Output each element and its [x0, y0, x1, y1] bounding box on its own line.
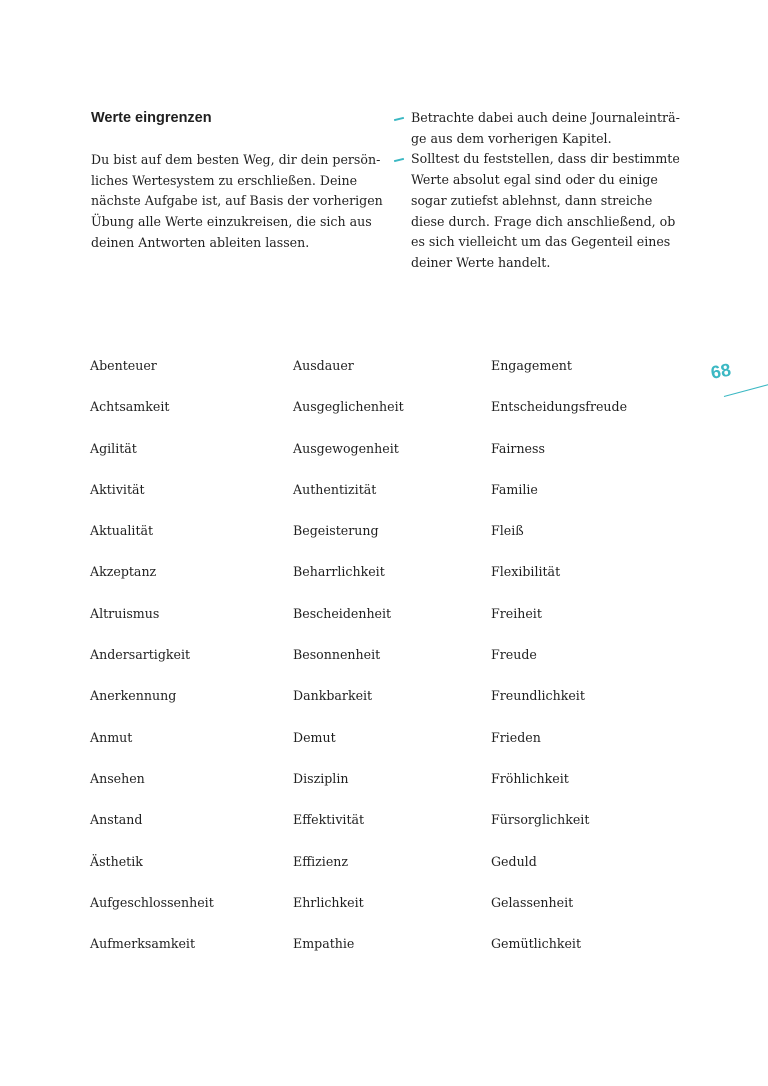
value-item[interactable]: Fairness [491, 440, 545, 456]
value-item[interactable]: Akzeptanz [90, 564, 157, 580]
values-column-2 [293, 356, 404, 975]
intro-line: deinen Antworten ableiten lassen. [91, 234, 310, 250]
instruction-item [394, 108, 694, 149]
value-item[interactable]: Fleiß [491, 523, 524, 539]
intro-paragraph [91, 150, 391, 254]
value-item[interactable]: Fröhlichkeit [491, 770, 569, 786]
instruction-line: Werte absolut egal sind oder du einige [411, 172, 658, 188]
value-item[interactable]: Ausgeglichenheit [293, 399, 404, 415]
value-item[interactable]: Anstand [90, 812, 143, 828]
value-item[interactable]: Dankbarkeit [293, 688, 373, 704]
intro-line: Übung alle Werte einzukreisen, die sich aus [91, 214, 372, 230]
value-item[interactable]: Anmut [90, 729, 133, 745]
value-item[interactable]: Familie [491, 481, 538, 497]
value-item[interactable]: Begeisterung [293, 523, 379, 539]
instruction-line: sogar zutiefst ablehnst, dann streiche [411, 192, 653, 208]
value-item[interactable]: Aufgeschlossenheit [90, 894, 214, 910]
page-number: 68 [709, 359, 733, 383]
value-item[interactable]: Entscheidungsfreude [491, 399, 628, 415]
section-heading: Werte eingrenzen [91, 110, 212, 126]
value-item[interactable]: Aktivität [90, 481, 145, 497]
value-item[interactable]: Besonnenheit [293, 647, 381, 663]
value-item[interactable]: Achtsamkeit [90, 399, 170, 415]
value-item[interactable]: Geduld [491, 853, 537, 869]
value-item[interactable]: Altruismus [90, 605, 160, 621]
dash-bullet-icon [394, 158, 404, 162]
value-item[interactable]: Freiheit [491, 605, 542, 621]
value-item[interactable]: Effizienz [293, 853, 349, 869]
intro-line: Du bist auf dem besten Weg, dir dein persön- [91, 152, 381, 167]
value-item[interactable]: Gemütlichkeit [491, 936, 582, 952]
value-item[interactable]: Empathie [293, 936, 355, 952]
intro-line: liches Wertesystem zu erschließen. Deine [91, 172, 358, 188]
value-item[interactable]: Fürsorglichkeit [491, 812, 590, 828]
instruction-line: deiner Werte handelt. [411, 254, 551, 270]
value-item[interactable]: Ausdauer [293, 358, 354, 373]
instruction-line: es sich vielleicht um das Gegenteil eines [411, 234, 671, 250]
value-item[interactable]: Ausgewogenheit [293, 440, 399, 456]
value-item[interactable]: Disziplin [293, 770, 349, 786]
value-item[interactable]: Ehrlichkeit [293, 894, 364, 910]
dash-bullet-icon [394, 117, 404, 121]
value-item[interactable]: Freude [491, 647, 537, 663]
page-number-line [724, 384, 768, 398]
instruction-line: ge aus dem vorherigen Kapitel. [411, 130, 612, 146]
value-item[interactable]: Ästhetik [90, 853, 143, 869]
instruction-line: Solltest du feststellen, dass dir bestimmte [411, 151, 680, 167]
value-item[interactable]: Frieden [491, 729, 541, 745]
value-item[interactable]: Aktualität [90, 523, 154, 539]
instruction-item [394, 149, 694, 273]
value-item[interactable]: Abenteuer [90, 358, 157, 373]
value-item[interactable]: Effektivität [293, 812, 365, 828]
values-column-3 [491, 356, 627, 975]
value-item[interactable]: Freundlichkeit [491, 688, 585, 704]
value-item[interactable]: Agilität [90, 440, 137, 456]
intro-line: nächste Aufgabe ist, auf Basis der vorherigen [91, 193, 383, 209]
value-item[interactable]: Ansehen [90, 770, 145, 786]
value-item[interactable]: Andersartigkeit [90, 647, 191, 663]
value-item[interactable]: Flexibilität [491, 564, 561, 580]
value-item[interactable]: Bescheidenheit [293, 605, 392, 621]
value-item[interactable]: Beharrlichkeit [293, 564, 385, 580]
values-column-1 [90, 356, 214, 975]
value-item[interactable]: Engagement [491, 358, 572, 373]
value-item[interactable]: Demut [293, 729, 336, 745]
instruction-list [394, 108, 694, 274]
value-item[interactable]: Authentizität [293, 481, 377, 497]
value-item[interactable]: Gelassenheit [491, 894, 574, 910]
value-item[interactable]: Anerkennung [90, 688, 177, 704]
instruction-line: diese durch. Frage dich anschließend, ob [411, 213, 676, 229]
instruction-line: Betrachte dabei auch deine Journaleinträ- [411, 110, 680, 125]
value-item[interactable]: Aufmerksamkeit [90, 936, 195, 952]
